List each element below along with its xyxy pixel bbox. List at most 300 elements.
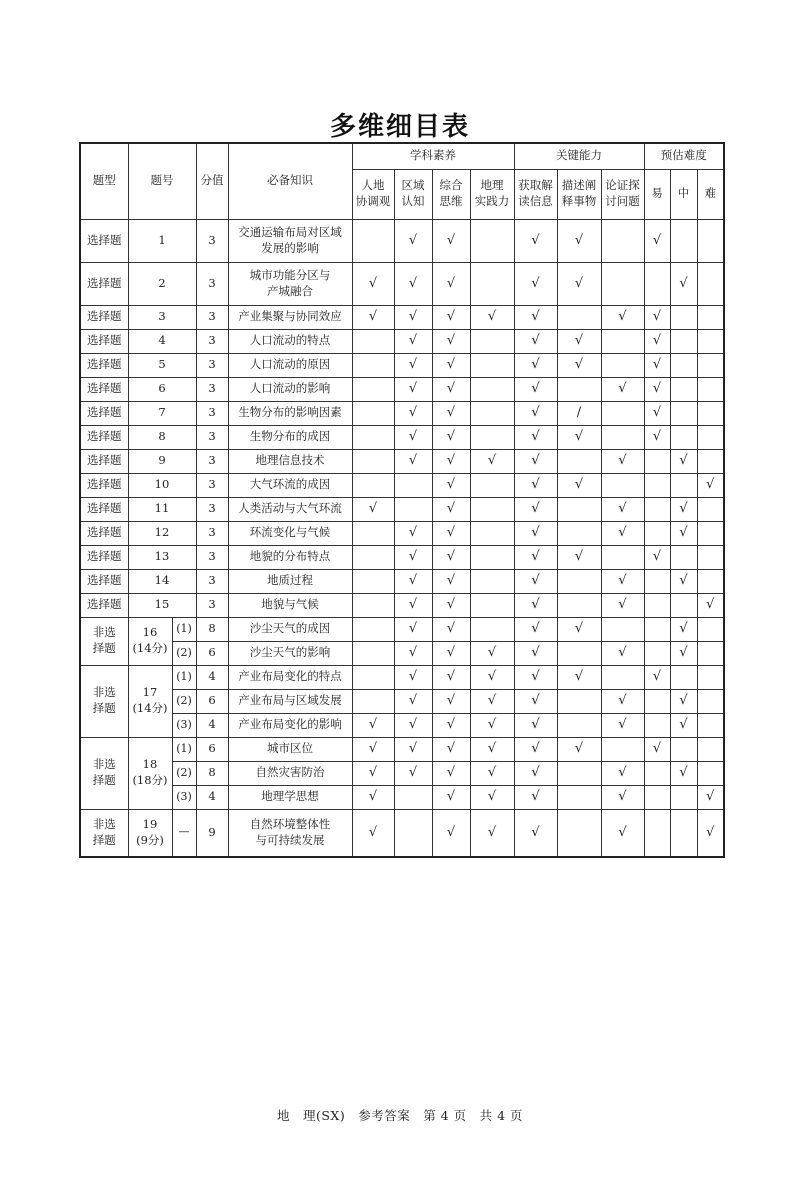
question-type-cell: 非选 择题 — [80, 665, 128, 737]
check-cell — [644, 641, 670, 665]
question-number-cell: 2 — [128, 262, 196, 305]
check-cell — [697, 353, 724, 377]
check-cell: √ — [644, 425, 670, 449]
check-cell — [644, 785, 670, 809]
check-cell: √ — [601, 689, 644, 713]
check-cell — [697, 262, 724, 305]
sub-question-cell: (3) — [172, 785, 196, 809]
check-cell — [670, 593, 697, 617]
check-cell: √ — [352, 305, 394, 329]
header-score: 分值 — [196, 143, 228, 219]
question-type-cell: 选择题 — [80, 569, 128, 593]
knowledge-cell: 产业布局与区域发展 — [228, 689, 352, 713]
check-cell: √ — [394, 262, 432, 305]
table-row — [80, 377, 724, 401]
check-cell — [352, 401, 394, 425]
check-cell — [670, 473, 697, 497]
check-cell: √ — [514, 497, 557, 521]
specification-table — [79, 142, 725, 858]
check-cell — [644, 593, 670, 617]
check-cell — [644, 809, 670, 857]
check-cell: √ — [432, 593, 470, 617]
check-cell — [394, 497, 432, 521]
check-cell: √ — [394, 425, 432, 449]
check-cell — [601, 262, 644, 305]
check-cell: √ — [644, 353, 670, 377]
knowledge-cell: 产业布局变化的特点 — [228, 665, 352, 689]
check-cell: √ — [601, 449, 644, 473]
check-cell: √ — [670, 617, 697, 641]
check-cell — [670, 219, 697, 262]
check-cell: √ — [601, 569, 644, 593]
header-difficulty-medium: 中 — [670, 169, 697, 219]
check-cell: √ — [557, 665, 601, 689]
check-cell: √ — [557, 473, 601, 497]
question-number-cell: 13 — [128, 545, 196, 569]
check-cell: √ — [470, 305, 514, 329]
score-cell: 8 — [196, 617, 228, 641]
check-cell: √ — [470, 641, 514, 665]
score-cell: 6 — [196, 737, 228, 761]
header-row-groups — [80, 143, 724, 169]
check-cell — [697, 641, 724, 665]
score-cell: 3 — [196, 497, 228, 521]
check-cell — [557, 521, 601, 545]
check-cell: √ — [432, 641, 470, 665]
check-cell: √ — [601, 809, 644, 857]
check-cell: √ — [514, 713, 557, 737]
check-cell: √ — [557, 737, 601, 761]
question-type-cell: 选择题 — [80, 262, 128, 305]
check-cell — [352, 665, 394, 689]
check-cell: √ — [514, 545, 557, 569]
knowledge-cell: 人类活动与大气环流 — [228, 497, 352, 521]
score-cell: 3 — [196, 219, 228, 262]
knowledge-cell: 地质过程 — [228, 569, 352, 593]
check-cell — [470, 521, 514, 545]
table-row — [80, 497, 724, 521]
question-number-cell: 3 — [128, 305, 196, 329]
check-cell: √ — [432, 569, 470, 593]
check-cell — [670, 809, 697, 857]
check-cell: √ — [557, 262, 601, 305]
table-row — [80, 689, 724, 713]
check-cell: √ — [352, 713, 394, 737]
score-cell: 3 — [196, 305, 228, 329]
check-cell: √ — [432, 521, 470, 545]
question-number-cell: 8 — [128, 425, 196, 449]
check-cell — [697, 425, 724, 449]
sub-question-cell: (3) — [172, 713, 196, 737]
check-cell: √ — [394, 353, 432, 377]
check-cell: √ — [432, 761, 470, 785]
check-cell: √ — [670, 449, 697, 473]
check-cell: √ — [432, 377, 470, 401]
check-cell — [601, 737, 644, 761]
table-row — [80, 545, 724, 569]
check-cell — [601, 473, 644, 497]
header-ability-group: 关键能力 — [514, 143, 644, 169]
check-cell: √ — [432, 809, 470, 857]
check-cell — [470, 329, 514, 353]
check-cell — [670, 305, 697, 329]
check-cell: √ — [670, 713, 697, 737]
check-cell — [697, 617, 724, 641]
check-cell — [470, 377, 514, 401]
table-body — [80, 219, 724, 857]
check-cell — [557, 785, 601, 809]
check-cell: √ — [601, 641, 644, 665]
check-cell: √ — [514, 737, 557, 761]
check-cell — [697, 305, 724, 329]
check-cell: √ — [514, 617, 557, 641]
check-cell: √ — [432, 617, 470, 641]
check-cell: √ — [644, 329, 670, 353]
table-row — [80, 593, 724, 617]
check-cell: √ — [470, 689, 514, 713]
table-row — [80, 425, 724, 449]
check-cell: √ — [514, 785, 557, 809]
question-type-cell: 选择题 — [80, 305, 128, 329]
check-cell: √ — [557, 353, 601, 377]
check-cell: √ — [432, 449, 470, 473]
check-cell: √ — [670, 689, 697, 713]
check-cell: √ — [514, 425, 557, 449]
question-type-cell: 选择题 — [80, 593, 128, 617]
question-number-cell: 1 — [128, 219, 196, 262]
check-cell: √ — [601, 785, 644, 809]
page-footer: 地 理(SX) 参考答案 第 4 页 共 4 页 — [276, 1108, 523, 1123]
check-cell — [470, 473, 514, 497]
table-row — [80, 617, 724, 641]
knowledge-cell: 生物分布的影响因素 — [228, 401, 352, 425]
header-literacy-4: 地理 实践力 — [470, 169, 514, 219]
question-type-cell: 选择题 — [80, 219, 128, 262]
table-row — [80, 737, 724, 761]
check-cell: √ — [432, 689, 470, 713]
check-cell — [670, 353, 697, 377]
table-row — [80, 569, 724, 593]
check-cell — [557, 305, 601, 329]
check-cell — [352, 353, 394, 377]
knowledge-cell: 交通运输布局对区域 发展的影响 — [228, 219, 352, 262]
check-cell — [670, 737, 697, 761]
check-cell: √ — [394, 689, 432, 713]
check-cell: √ — [470, 665, 514, 689]
check-cell — [601, 329, 644, 353]
check-cell: √ — [394, 377, 432, 401]
sub-question-cell: — — [172, 809, 196, 857]
check-cell: √ — [432, 401, 470, 425]
check-cell: √ — [394, 665, 432, 689]
question-type-cell: 选择题 — [80, 329, 128, 353]
header-ability-2: 描述阐 释事物 — [557, 169, 601, 219]
check-cell: √ — [670, 569, 697, 593]
check-cell: √ — [432, 353, 470, 377]
score-cell: 3 — [196, 545, 228, 569]
header-ability-1: 获取解 读信息 — [514, 169, 557, 219]
check-cell — [697, 329, 724, 353]
check-cell — [394, 473, 432, 497]
page-title: 多维细目表 — [329, 112, 470, 142]
table-row — [80, 761, 724, 785]
check-cell — [601, 617, 644, 641]
score-cell: 3 — [196, 449, 228, 473]
check-cell — [557, 449, 601, 473]
knowledge-cell: 大气环流的成因 — [228, 473, 352, 497]
check-cell — [670, 785, 697, 809]
question-type-cell: 选择题 — [80, 473, 128, 497]
sub-question-cell: (2) — [172, 689, 196, 713]
check-cell — [352, 641, 394, 665]
score-cell: 3 — [196, 473, 228, 497]
check-cell — [697, 377, 724, 401]
header-difficulty-group: 预估难度 — [644, 143, 724, 169]
knowledge-cell: 沙尘天气的成因 — [228, 617, 352, 641]
check-cell: √ — [514, 689, 557, 713]
check-cell — [644, 713, 670, 737]
check-cell: √ — [670, 262, 697, 305]
sub-question-cell: (2) — [172, 761, 196, 785]
header-type: 题型 — [80, 143, 128, 219]
check-cell: √ — [394, 545, 432, 569]
check-cell — [644, 617, 670, 641]
check-cell — [470, 262, 514, 305]
check-cell: √ — [601, 305, 644, 329]
check-cell: √ — [394, 593, 432, 617]
header-difficulty-hard: 难 — [697, 169, 724, 219]
check-cell — [601, 401, 644, 425]
header-ability-3: 论证探 讨问题 — [601, 169, 644, 219]
check-cell — [557, 689, 601, 713]
check-cell — [697, 761, 724, 785]
check-cell: √ — [432, 262, 470, 305]
check-cell: √ — [352, 785, 394, 809]
table-row — [80, 401, 724, 425]
check-cell — [697, 219, 724, 262]
score-cell: 6 — [196, 689, 228, 713]
check-cell: / — [557, 401, 601, 425]
check-cell: √ — [514, 219, 557, 262]
check-cell — [697, 449, 724, 473]
check-cell: √ — [601, 497, 644, 521]
check-cell: √ — [644, 665, 670, 689]
question-number-cell: 9 — [128, 449, 196, 473]
question-number-cell: 4 — [128, 329, 196, 353]
check-cell: √ — [644, 545, 670, 569]
knowledge-cell: 地貌与气候 — [228, 593, 352, 617]
check-cell — [697, 665, 724, 689]
table-row — [80, 785, 724, 809]
header-number: 题号 — [128, 143, 196, 219]
check-cell — [352, 545, 394, 569]
check-cell — [557, 593, 601, 617]
score-cell: 4 — [196, 785, 228, 809]
check-cell: √ — [514, 569, 557, 593]
check-cell — [352, 521, 394, 545]
check-cell — [352, 569, 394, 593]
check-cell — [394, 809, 432, 857]
check-cell — [697, 689, 724, 713]
knowledge-cell: 人口流动的特点 — [228, 329, 352, 353]
check-cell: √ — [432, 305, 470, 329]
question-type-cell: 选择题 — [80, 377, 128, 401]
check-cell: √ — [432, 425, 470, 449]
check-cell — [557, 569, 601, 593]
check-cell: √ — [470, 785, 514, 809]
check-cell — [644, 262, 670, 305]
check-cell: √ — [557, 545, 601, 569]
check-cell: √ — [394, 737, 432, 761]
check-cell: √ — [514, 329, 557, 353]
check-cell — [352, 329, 394, 353]
question-type-cell: 选择题 — [80, 497, 128, 521]
check-cell — [644, 521, 670, 545]
score-cell: 3 — [196, 521, 228, 545]
knowledge-cell: 城市功能分区与 产城融合 — [228, 262, 352, 305]
header-literacy-3: 综合 思维 — [432, 169, 470, 219]
check-cell: √ — [394, 219, 432, 262]
question-number-cell: 15 — [128, 593, 196, 617]
check-cell — [557, 641, 601, 665]
check-cell: √ — [352, 262, 394, 305]
check-cell — [644, 473, 670, 497]
check-cell: √ — [514, 305, 557, 329]
check-cell: √ — [352, 737, 394, 761]
sub-question-cell: (1) — [172, 737, 196, 761]
check-cell: √ — [514, 665, 557, 689]
question-number-cell: 5 — [128, 353, 196, 377]
knowledge-cell: 环流变化与气候 — [228, 521, 352, 545]
check-cell: √ — [697, 809, 724, 857]
knowledge-cell: 生物分布的成因 — [228, 425, 352, 449]
check-cell — [352, 219, 394, 262]
question-number-cell: 19 (9分) — [128, 809, 172, 857]
table-row — [80, 713, 724, 737]
check-cell — [470, 497, 514, 521]
table-row — [80, 219, 724, 262]
check-cell: √ — [601, 377, 644, 401]
sub-question-cell: (1) — [172, 617, 196, 641]
check-cell: √ — [644, 305, 670, 329]
check-cell: √ — [514, 449, 557, 473]
question-number-cell: 16 (14分) — [128, 617, 172, 665]
table-row — [80, 353, 724, 377]
score-cell: 8 — [196, 761, 228, 785]
check-cell — [670, 401, 697, 425]
check-cell — [670, 545, 697, 569]
knowledge-cell: 自然灾害防治 — [228, 761, 352, 785]
question-number-cell: 10 — [128, 473, 196, 497]
check-cell: √ — [601, 761, 644, 785]
check-cell: √ — [514, 473, 557, 497]
check-cell: √ — [670, 521, 697, 545]
question-type-cell: 选择题 — [80, 425, 128, 449]
check-cell — [470, 617, 514, 641]
knowledge-cell: 人口流动的影响 — [228, 377, 352, 401]
table-row — [80, 329, 724, 353]
check-cell: √ — [557, 425, 601, 449]
question-type-cell: 选择题 — [80, 401, 128, 425]
check-cell: √ — [432, 329, 470, 353]
header-literacy-group: 学科素养 — [352, 143, 514, 169]
check-cell — [697, 713, 724, 737]
check-cell — [670, 329, 697, 353]
check-cell: √ — [514, 761, 557, 785]
check-cell: √ — [514, 262, 557, 305]
check-cell: √ — [394, 617, 432, 641]
check-cell: √ — [697, 785, 724, 809]
check-cell — [601, 665, 644, 689]
check-cell: √ — [514, 521, 557, 545]
table-row — [80, 449, 724, 473]
check-cell: √ — [670, 761, 697, 785]
check-cell: √ — [557, 617, 601, 641]
check-cell: √ — [601, 713, 644, 737]
check-cell: √ — [470, 449, 514, 473]
knowledge-cell: 地貌的分布特点 — [228, 545, 352, 569]
table-row — [80, 473, 724, 497]
check-cell — [470, 353, 514, 377]
check-cell — [644, 497, 670, 521]
check-cell — [670, 377, 697, 401]
check-cell — [557, 377, 601, 401]
score-cell: 3 — [196, 377, 228, 401]
check-cell — [470, 401, 514, 425]
check-cell — [601, 219, 644, 262]
check-cell — [394, 785, 432, 809]
table-row — [80, 521, 724, 545]
question-type-cell: 非选 择题 — [80, 737, 128, 809]
check-cell — [352, 689, 394, 713]
score-cell: 3 — [196, 569, 228, 593]
check-cell — [670, 665, 697, 689]
table-row — [80, 809, 724, 857]
score-cell: 3 — [196, 401, 228, 425]
knowledge-cell: 产业集聚与协同效应 — [228, 305, 352, 329]
check-cell: √ — [644, 219, 670, 262]
question-number-cell: 6 — [128, 377, 196, 401]
score-cell: 3 — [196, 593, 228, 617]
check-cell — [644, 449, 670, 473]
check-cell: √ — [601, 593, 644, 617]
check-cell: √ — [644, 401, 670, 425]
check-cell: √ — [394, 761, 432, 785]
check-cell — [697, 401, 724, 425]
check-cell — [470, 545, 514, 569]
check-cell: √ — [394, 329, 432, 353]
check-cell: √ — [557, 219, 601, 262]
check-cell — [644, 689, 670, 713]
score-cell: 9 — [196, 809, 228, 857]
score-cell: 4 — [196, 665, 228, 689]
check-cell — [601, 425, 644, 449]
table-row — [80, 305, 724, 329]
question-number-cell: 12 — [128, 521, 196, 545]
score-cell: 3 — [196, 353, 228, 377]
check-cell: √ — [432, 545, 470, 569]
check-cell: √ — [432, 473, 470, 497]
check-cell: √ — [394, 641, 432, 665]
check-cell — [470, 219, 514, 262]
check-cell: √ — [394, 569, 432, 593]
score-cell: 3 — [196, 425, 228, 449]
check-cell — [601, 545, 644, 569]
check-cell — [352, 425, 394, 449]
check-cell — [697, 737, 724, 761]
check-cell — [670, 425, 697, 449]
check-cell: √ — [697, 473, 724, 497]
